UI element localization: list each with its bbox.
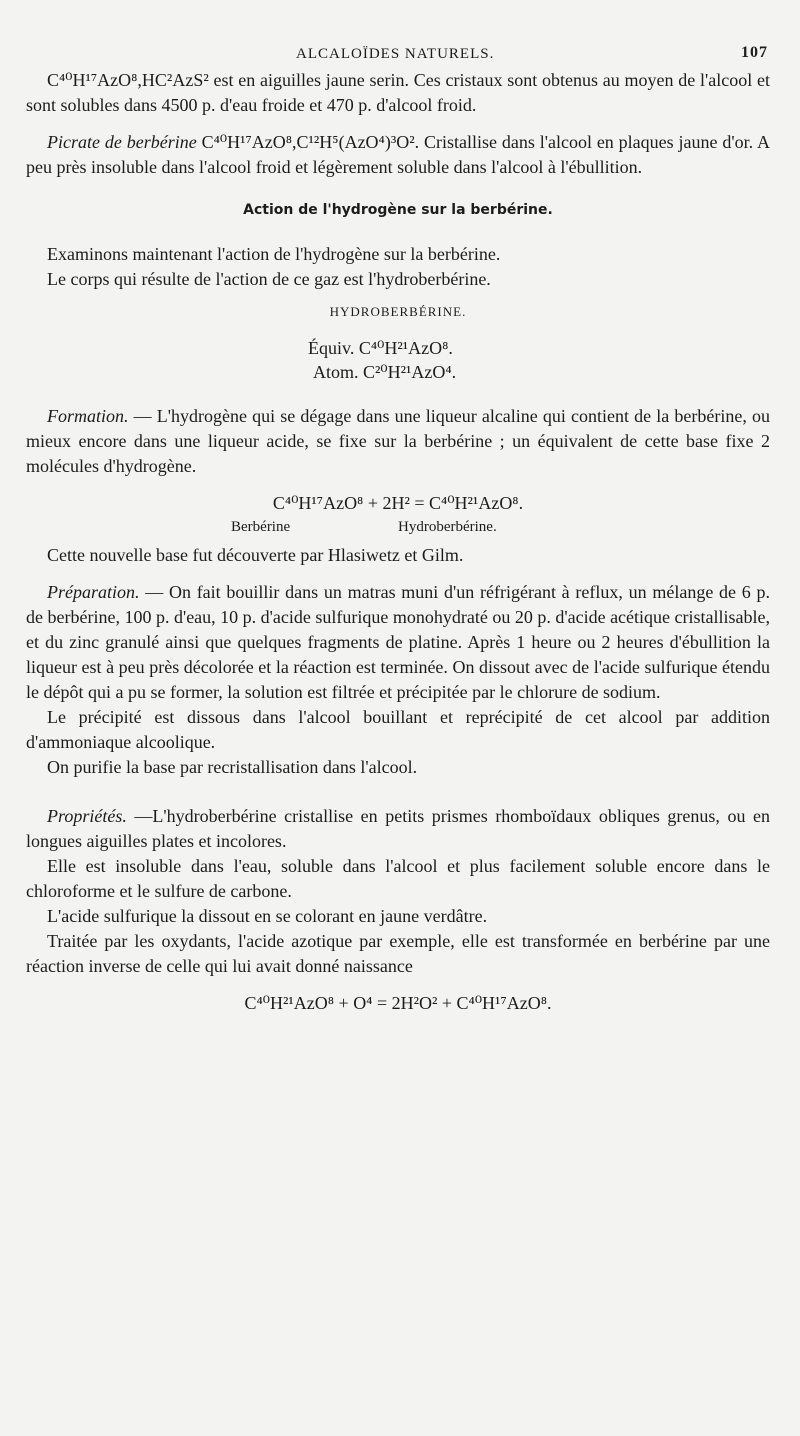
paragraph-text: — On fait bouillir dans un matras muni d'un réfrigérant à reflux, un mélange de 6 p. de berbérine, 100 p. d'eau, 10 p. d'acide sulfurique monohydraté ou 20 p. d'acide acétique cristallisable, et du zinc granulé ainsi que quelques fragments de platine. Après 1 heure ou 2 heures d'ébullition la liqueur est à peu près décolorée et la réaction est terminée. On dissout avec de l'acide sulfurique étendu le dépôt qui a pu se former, la solution est filtrée et précipitée par le chlorure de sodium. (26, 582, 770, 702)
page (26, 46, 770, 1021)
paragraph-oxidants: Traitée par les oxydants, l'acide azotique par exemple, elle est transformée en berbérine par une réaction inverse de celle qui lui avait donné naissance (26, 931, 770, 976)
paragraph-text: — L'hydrogène qui se dégage dans une liqueur alcaline qui contient de la berbérine, ou mieux encore dans une liqueur acide, se fixe sur la berbérine ; un équivalent de cette base fixe 2 molécules d'hydrogène. (26, 406, 770, 476)
paragraph-picrate (26, 130, 770, 180)
paragraph-formation (26, 404, 770, 479)
paragraph-text: Cristallise dans l'alcool en plaques jaune d'or. A peu près insoluble dans l'alcool froid et légèrement soluble dans l'alcool à l'ébullition. (26, 132, 771, 177)
formula-block (26, 336, 770, 384)
equation-labels (26, 515, 770, 537)
label-hydroberberine: Hydroberbérine. (398, 519, 497, 535)
paragraph-result: Le corps qui résulte de l'action de ce gaz est l'hydroberbérine. (47, 269, 491, 289)
section-heading: Action de l'hydrogène sur la berbérine. (243, 202, 553, 218)
equation-formation (26, 491, 770, 537)
running-title: ALCALOÏDES NATURELS. (296, 46, 495, 62)
atom-formula: Atom. C²⁰H²¹AzO⁴. (313, 362, 457, 382)
formula: C⁴⁰H¹⁷AzO⁸,HC²AzS² (47, 70, 209, 90)
paragraph-solubility: Elle est insoluble dans l'eau, soluble dans l'alcool et plus facilement soluble encore dans le chloroforme et le sulfure de carbone. (26, 856, 770, 901)
paragraph-sulfocyanate (26, 68, 770, 118)
paragraph-sulfuric: L'acide sulfurique la dissout en se colorant en jaune verdâtre. (47, 906, 488, 926)
paragraph-intro: Examinons maintenant l'action de l'hydrogène sur la berbérine. (47, 244, 501, 264)
paragraph-label: Formation. (47, 406, 129, 426)
paragraph-text: est en aiguilles jaune serin. Ces cristaux sont obtenus au moyen de l'alcool et sont solubles dans 4500 p. d'eau froide et 470 p. d'alcool froid. (26, 70, 770, 115)
equation-oxidation: C⁴⁰H²¹AzO⁸ + O⁴ = 2H²O² + C⁴⁰H¹⁷AzO⁸. (244, 993, 552, 1013)
paragraph-label: Propriétés. (47, 806, 127, 826)
running-header (26, 46, 770, 68)
compound-heading: HYDROBERBÉRINE. (329, 304, 467, 319)
paragraph-discovery: Cette nouvelle base fut découverte par Hlasiwetz et Gilm. (47, 545, 464, 565)
paragraph-properties (26, 804, 770, 854)
paragraph-preparation (26, 580, 770, 705)
paragraph-purify: On purifie la base par recristallisation dans l'alcool. (47, 757, 418, 777)
paragraph-precipitate: Le précipité est dissous dans l'alcool bouillant et reprécipité de cet alcool par addition d'ammoniaque alcoolique. (26, 707, 770, 752)
equation-text: C⁴⁰H¹⁷AzO⁸ + 2H² = C⁴⁰H²¹AzO⁸. (272, 493, 524, 513)
label-berberine: Berbérine (231, 519, 291, 535)
paragraph-text: —L'hydroberbérine cristallise en petits prismes rhomboïdaux obliques grenus, ou en longues aiguilles plates et incolores. (26, 806, 770, 851)
paragraph-label: Préparation. (47, 582, 140, 602)
page-number: 107 (741, 44, 768, 61)
equiv-formula: Équiv. C⁴⁰H²¹AzO⁸. (308, 338, 453, 358)
paragraph-label: Picrate de berbérine (47, 132, 197, 152)
formula: C⁴⁰H¹⁷AzO⁸,C¹²H⁵(AzO⁴)³O². (196, 132, 420, 152)
